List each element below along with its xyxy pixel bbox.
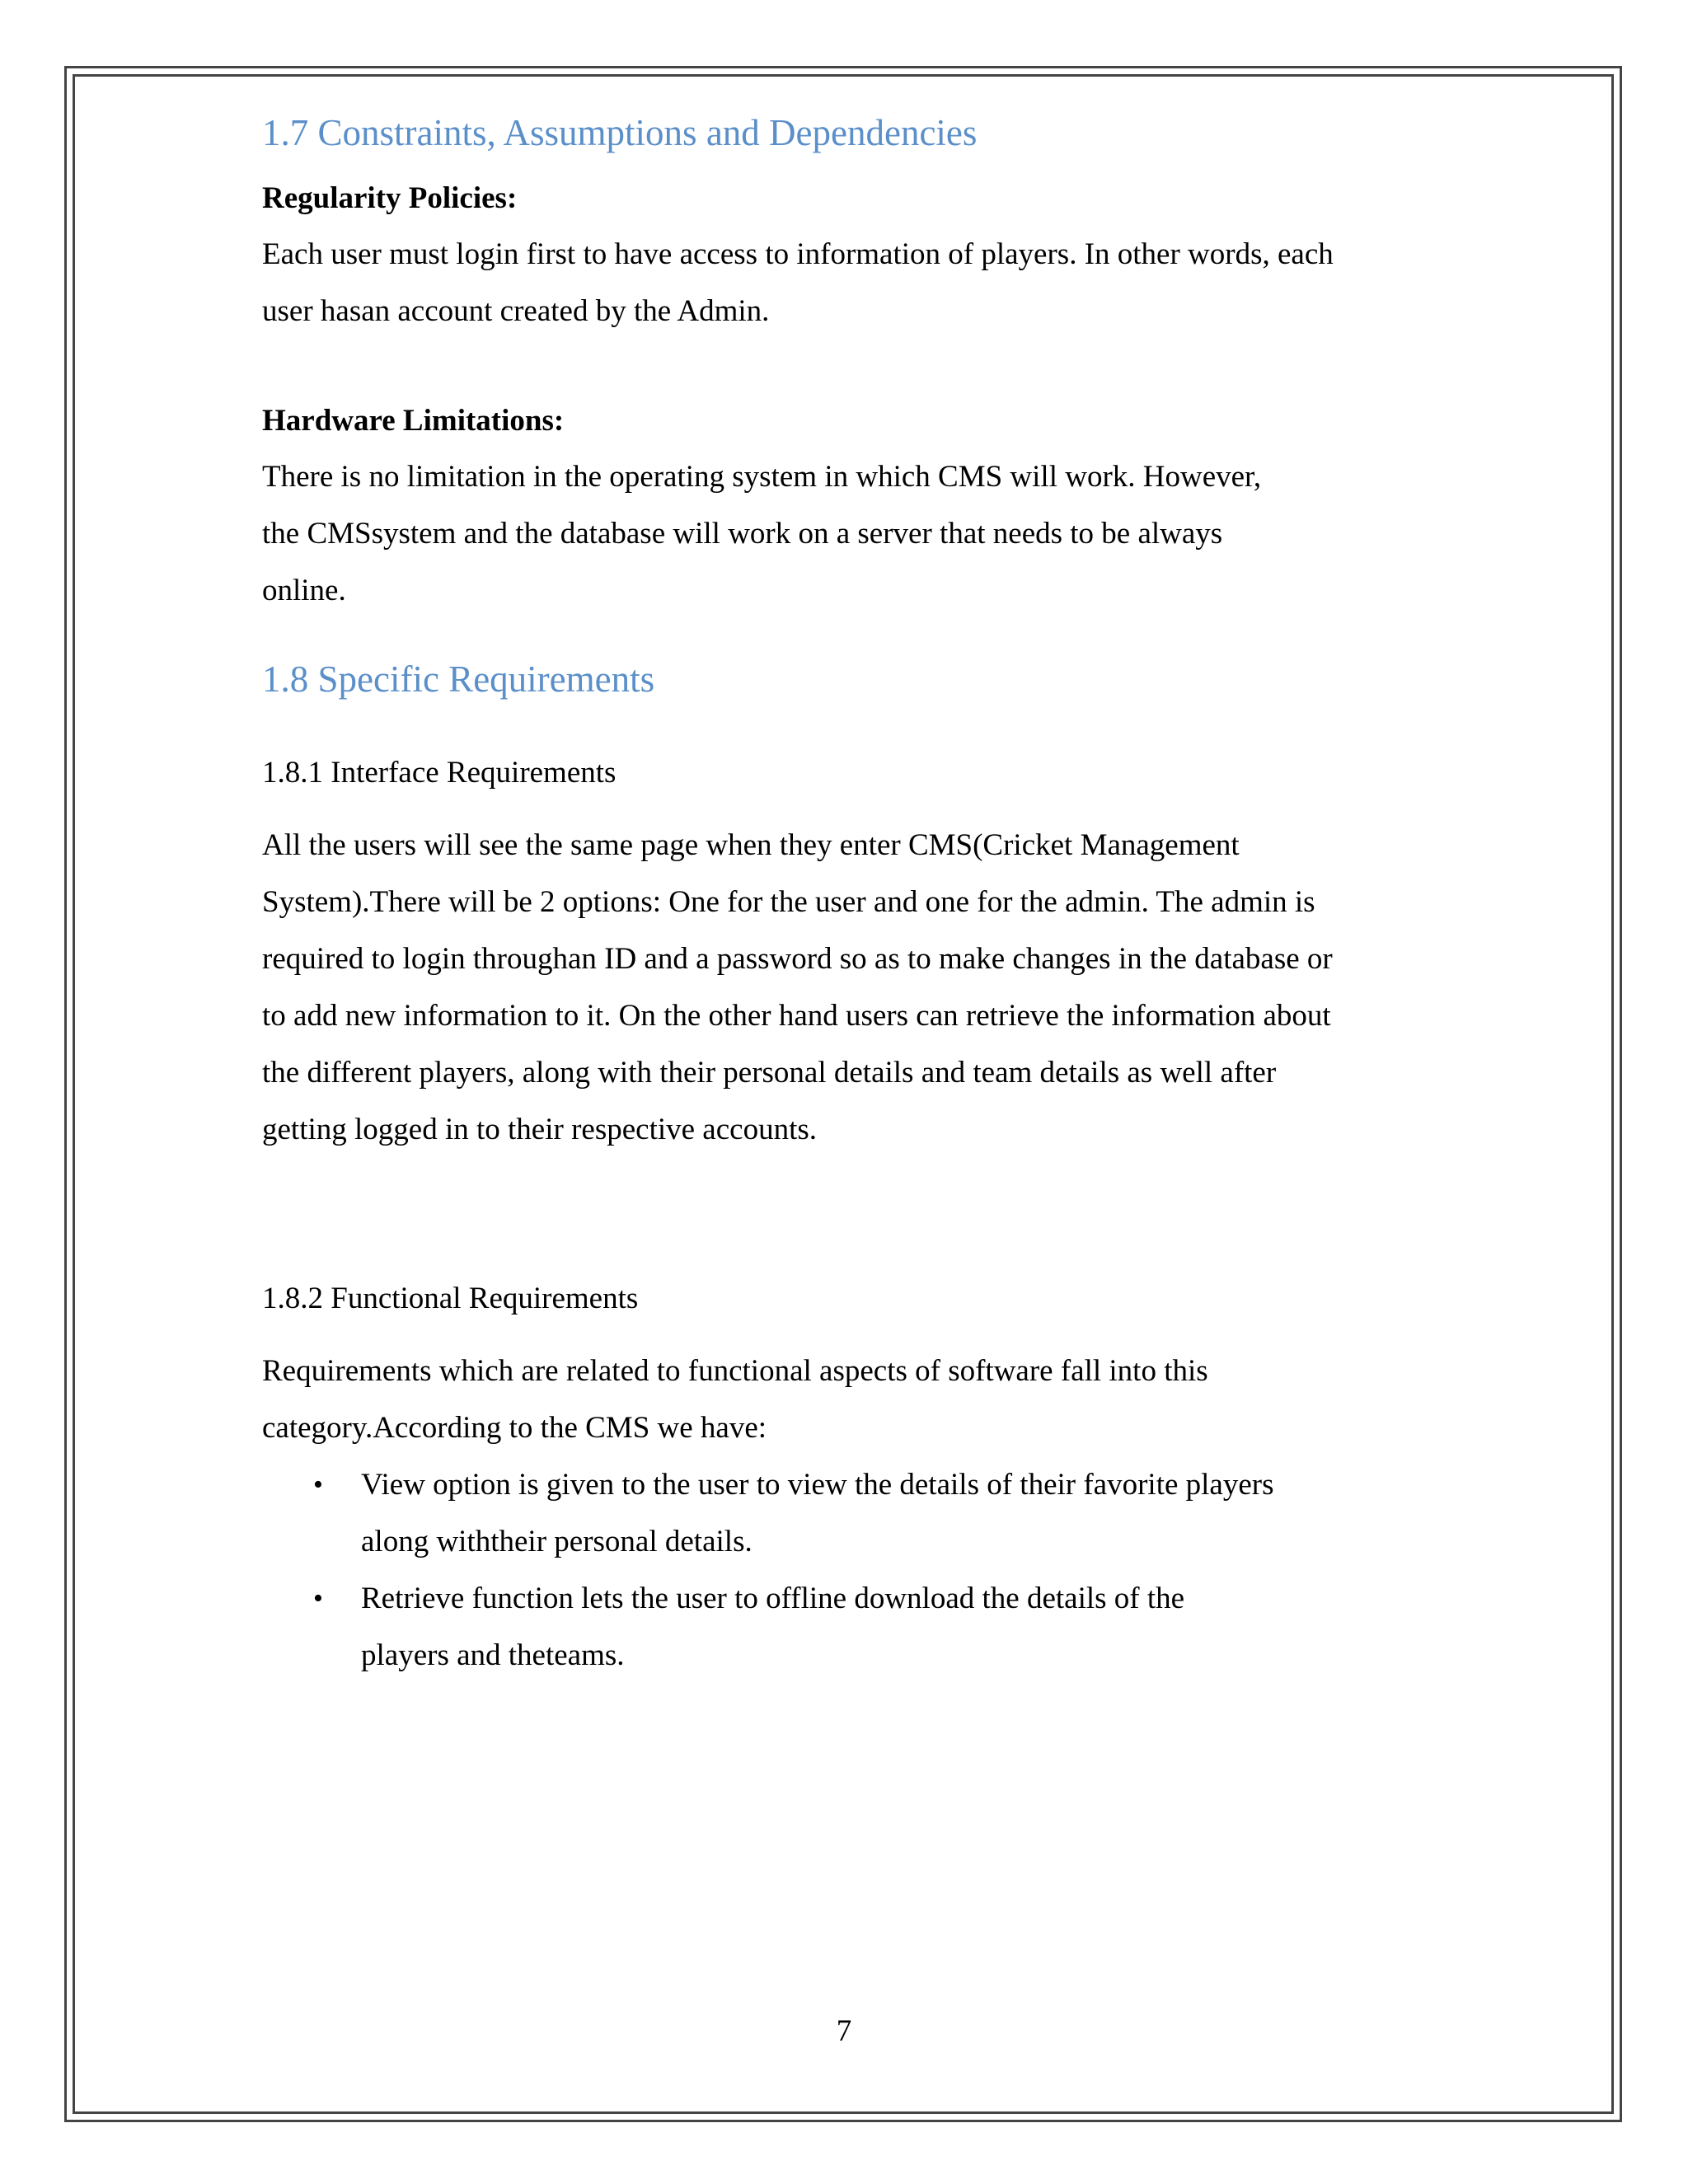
page-number: 7 bbox=[836, 2014, 852, 2048]
regularity-policies-line-1: Each user must login first to have access to information of players. In other words, each bbox=[262, 237, 1334, 271]
section-heading-1-8: 1.8 Specific Requirements bbox=[262, 658, 655, 700]
section-heading-1-7: 1.7 Constraints, Assumptions and Dependencies bbox=[262, 112, 978, 153]
hardware-limitations-title: Hardware Limitations: bbox=[262, 404, 565, 438]
functional-requirements-line-1: Requirements which are related to functional aspects of software fall into this bbox=[262, 1354, 1208, 1388]
list-item-line-1: View option is given to the user to view the details of their favorite players bbox=[361, 1468, 1274, 1502]
functional-requirements-list bbox=[262, 1456, 1432, 1684]
interface-requirements-title: 1.8.1 Interface Requirements bbox=[262, 756, 617, 790]
regularity-policies-line-2: user hasan account created by the Admin. bbox=[262, 294, 770, 328]
interface-requirements-line-4: to add new information to it. On the other hand users can retrieve the information about bbox=[262, 999, 1331, 1033]
bullet-icon: • bbox=[313, 1583, 323, 1614]
interface-requirements-line-2: System).There will be 2 options: One for the user and one for the admin. The admin is bbox=[262, 885, 1315, 919]
functional-requirements-title: 1.8.2 Functional Requirements bbox=[262, 1282, 639, 1315]
hardware-limitations-line-1: There is no limitation in the operating system in which CMS will work. However, bbox=[262, 460, 1262, 494]
page-content bbox=[262, 105, 1432, 1684]
interface-requirements-line-5: the different players, along with their personal details and team details as well after bbox=[262, 1056, 1277, 1090]
functional-requirements-line-2: category.According to the CMS we have: bbox=[262, 1411, 767, 1445]
regularity-policies-title: Regularity Policies: bbox=[262, 181, 518, 215]
interface-requirements-line-1: All the users will see the same page when they enter CMS(Cricket Management bbox=[262, 828, 1240, 862]
bullet-icon: • bbox=[313, 1469, 323, 1500]
list-item-line-1: Retrieve function lets the user to offline download the details of the bbox=[361, 1582, 1185, 1615]
interface-requirements-line-6: getting logged in to their respective accounts. bbox=[262, 1113, 817, 1146]
hardware-limitations-line-3: online. bbox=[262, 574, 346, 607]
list-item-line-2: players and theteams. bbox=[361, 1638, 625, 1672]
list-item bbox=[262, 1456, 1432, 1570]
hardware-limitations-line-2: the CMSsystem and the database will work on a server that needs to be always bbox=[262, 517, 1223, 551]
list-item-line-2: along withtheir personal details. bbox=[361, 1525, 753, 1558]
interface-requirements-line-3: required to login throughan ID and a password so as to make changes in the database or bbox=[262, 942, 1333, 976]
list-item bbox=[262, 1570, 1432, 1684]
